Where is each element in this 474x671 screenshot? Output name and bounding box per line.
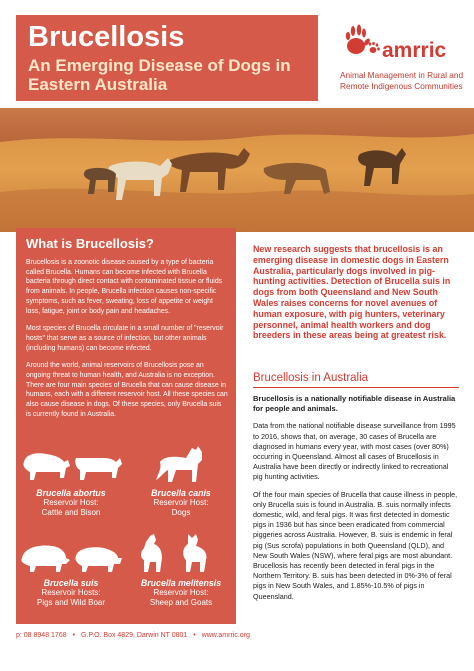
host-abortus bbox=[16, 444, 126, 517]
page-title: Brucellosis bbox=[28, 21, 185, 53]
host-species: Brucella suis bbox=[43, 578, 99, 588]
footer-separator: • bbox=[193, 632, 196, 639]
intro-highlight: New research suggests that brucellosis is an emerging disease in domestic dogs in Eastern Australia, particularly dogs involved in pig-hunting activities. Detection of Brucella suis in dogs from both Queensland and New South Wales raises concerns for novel avenues of human exposure, with pig hunters, veterinary personnel, animal health workers and dog breeders in these areas being at greatest risk. bbox=[253, 244, 451, 341]
logo-tagline-line2: Remote Indigenous Communities bbox=[340, 81, 463, 91]
australia-paragraph: Data from the national notifiable disease surveillance from 1995 to 2016, shows that, on average, 30 cases of Brucella are diagnosed in humans every year, with most cases (over 80%) occurring in Queensland. Almost all cases of Brucellosis in Australia have been directly or indirectly linked to recreational pig hunting activities. bbox=[253, 421, 456, 482]
header bbox=[0, 0, 474, 108]
host-reservoir-label: Reservoir Host: bbox=[43, 498, 99, 507]
what-is-heading: What is Brucellosis? bbox=[26, 236, 154, 251]
what-is-brucellosis-panel bbox=[16, 228, 236, 624]
australia-heading: Brucellosis in Australia bbox=[253, 372, 369, 384]
title-banner bbox=[16, 15, 318, 101]
section-divider bbox=[253, 387, 459, 388]
page-subtitle: An Emerging Disease of Dogs in Eastern Australia bbox=[28, 56, 291, 94]
australia-paragraph: Of the four main species of Brucella that cause illness in people, only Brucella suis is found in Australia. B. suis normally infects domestic, wild, and feral pigs. It was first detected in domestic pigs in 1936 but has since been eradicated from commercial piggeries across Australia. However, B. suis is endemic in feral pig (Sus scrofa) populations in both Queensland (QLD), and New South Wales (NSW), where feral pigs are most abundant. Brucellosis has recently been detected in feral pigs in the Northern Territory. B. suis has been detected in 0%-3% of feral pigs in New South Wales, and 1.85%-10.5% of pigs in Queensland. bbox=[253, 489, 458, 601]
logo-tagline bbox=[340, 70, 472, 92]
pig-boar-icon bbox=[16, 536, 126, 576]
footer-separator: • bbox=[72, 632, 76, 639]
footer-phone: p: 08 8948 1768 bbox=[16, 632, 67, 639]
australia-body bbox=[253, 394, 459, 609]
what-is-paragraph: Brucellosis is a zoonotic disease caused by a type of bacteria called Brucella. Humans can become infected with Brucella bacteria through direct contact with contaminated tissue or fluids from animals. In people, Brucella infection causes non-specific symptoms, such as fever, sweating, loss of appetite or weight loss, fatigue, joint or body pain and headaches. bbox=[26, 259, 223, 315]
host-species: Brucella abortus bbox=[36, 488, 106, 498]
host-reservoir: Sheep and Goats bbox=[149, 597, 213, 607]
footer bbox=[0, 628, 474, 648]
host-reservoir-label: Reservoir Host: bbox=[153, 498, 209, 507]
reservoir-hosts-grid bbox=[16, 442, 236, 624]
host-reservoir-label: Reservoir Hosts: bbox=[41, 588, 101, 597]
amrric-logo bbox=[336, 18, 468, 108]
logo-tagline-line1: Animal Management in Rural and bbox=[340, 70, 464, 80]
what-is-body bbox=[26, 258, 228, 420]
what-is-paragraph: Around the world, animal reservoirs of Brucellosis pose an ongoing threat to human health, and Australia is no exception. There are four main species of Brucella that can cause disease in humans, each with a different reservoir host. All these species can also cause disease in dogs. Of these species, only Brucella suis is currently found in Australia. bbox=[26, 362, 228, 418]
cattle-bison-icon bbox=[16, 444, 126, 486]
host-melitensis bbox=[126, 530, 236, 607]
handprint-logo-icon bbox=[340, 18, 388, 60]
footer-address: G.P.O. Box 4829, Darwin NT 0801 bbox=[80, 632, 188, 639]
host-species: Brucella melitensis bbox=[140, 578, 222, 588]
host-reservoir: Dogs bbox=[171, 507, 191, 517]
australia-lead: Brucellosis is a nationally notifiable disease in Australia for people and animals. bbox=[253, 394, 456, 414]
logo-wordmark: amrric bbox=[382, 39, 447, 62]
footer-contact bbox=[16, 632, 254, 639]
dog-icon bbox=[126, 442, 236, 486]
host-canis bbox=[126, 442, 236, 517]
footer-website-link[interactable]: www.amrric.org bbox=[201, 632, 250, 639]
sheep-goat-icon bbox=[126, 530, 236, 576]
host-reservoir: Pigs and Wild Boar bbox=[36, 597, 106, 607]
what-is-paragraph: Most species of Brucella circulate in a small number of "reservoir hosts" that serve as a source of infection, but other animals (including humans) can become infected. bbox=[26, 325, 224, 352]
host-suis bbox=[16, 536, 126, 607]
host-reservoir-label: Reservoir Host: bbox=[153, 588, 209, 597]
host-species: Brucella canis bbox=[151, 488, 211, 498]
host-reservoir: Cattle and Bison bbox=[41, 507, 101, 517]
dogs-drinking-photo bbox=[0, 108, 474, 232]
